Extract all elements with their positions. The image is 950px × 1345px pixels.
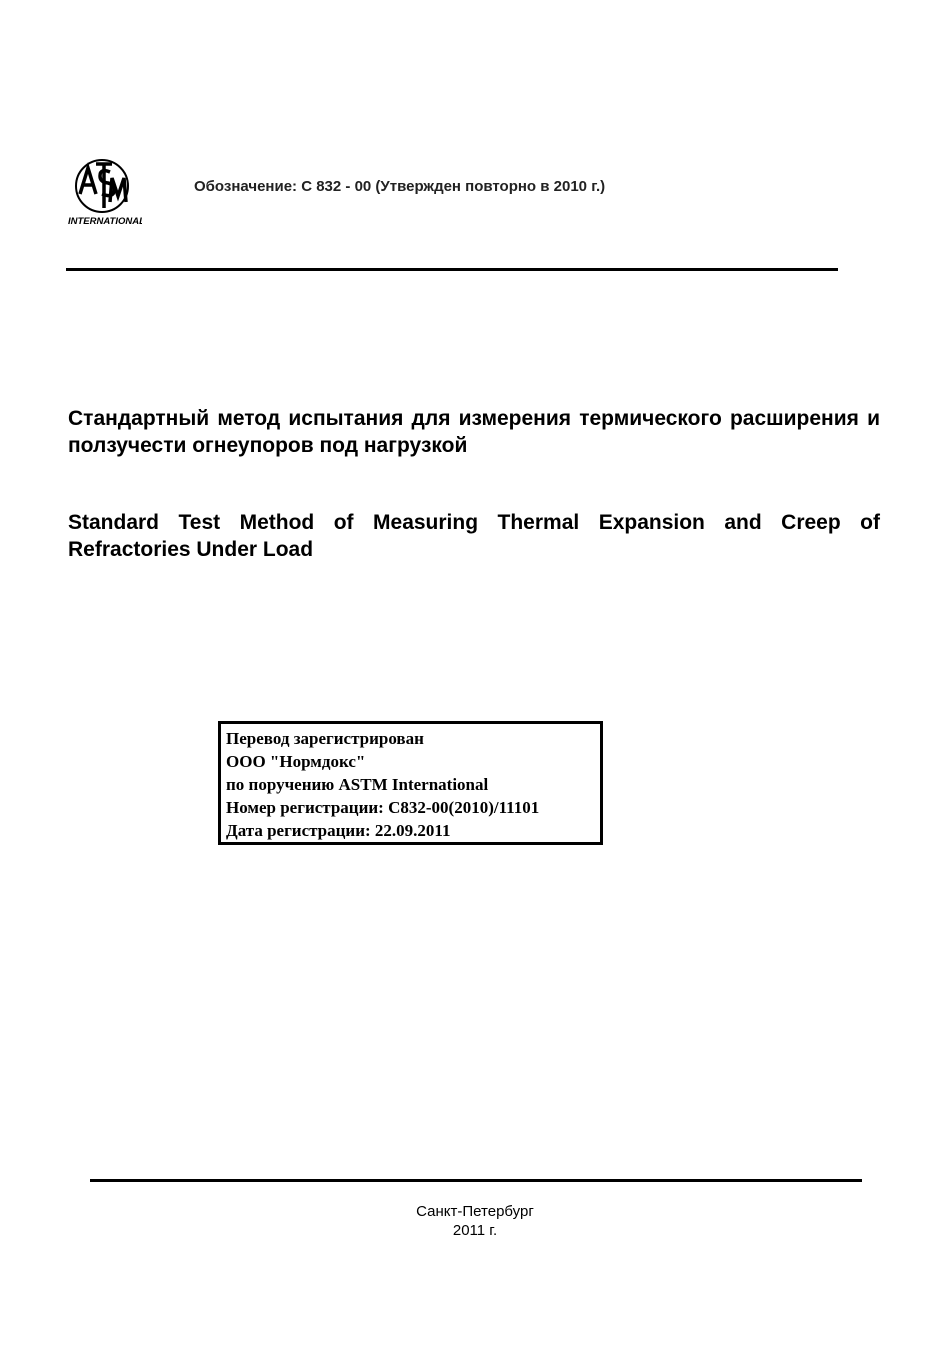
registration-date: Дата регистрации: 22.09.2011 — [226, 821, 451, 840]
title-russian: Стандартный метод испытания для измерения термического расширения и ползучести огнеупоров под нагрузкой — [68, 407, 880, 457]
astm-logo — [66, 158, 142, 228]
registration-box — [218, 721, 603, 845]
registration-line-2: ООО "Нормдокс" — [226, 752, 366, 771]
title-english: Standard Test Method of Measuring Thermal Expansion and Creep of Refractories Under Load — [68, 511, 880, 561]
footer-year: 2011 г. — [452, 1222, 498, 1239]
svg-text:INTERNATIONAL: INTERNATIONAL — [68, 216, 142, 227]
registration-number: Номер регистрации: С832-00(2010)/11101 — [226, 798, 540, 817]
registration-line-1: Перевод зарегистрирован — [226, 729, 424, 748]
bottom-divider — [90, 1179, 862, 1182]
document-designation: Обозначение: С 832 - 00 (Утвержден повторно в 2010 г.) — [194, 178, 606, 195]
registration-line-3: по поручению ASTM International — [226, 775, 489, 794]
footer-city: Санкт-Петербург — [416, 1203, 534, 1220]
top-divider — [66, 268, 838, 271]
